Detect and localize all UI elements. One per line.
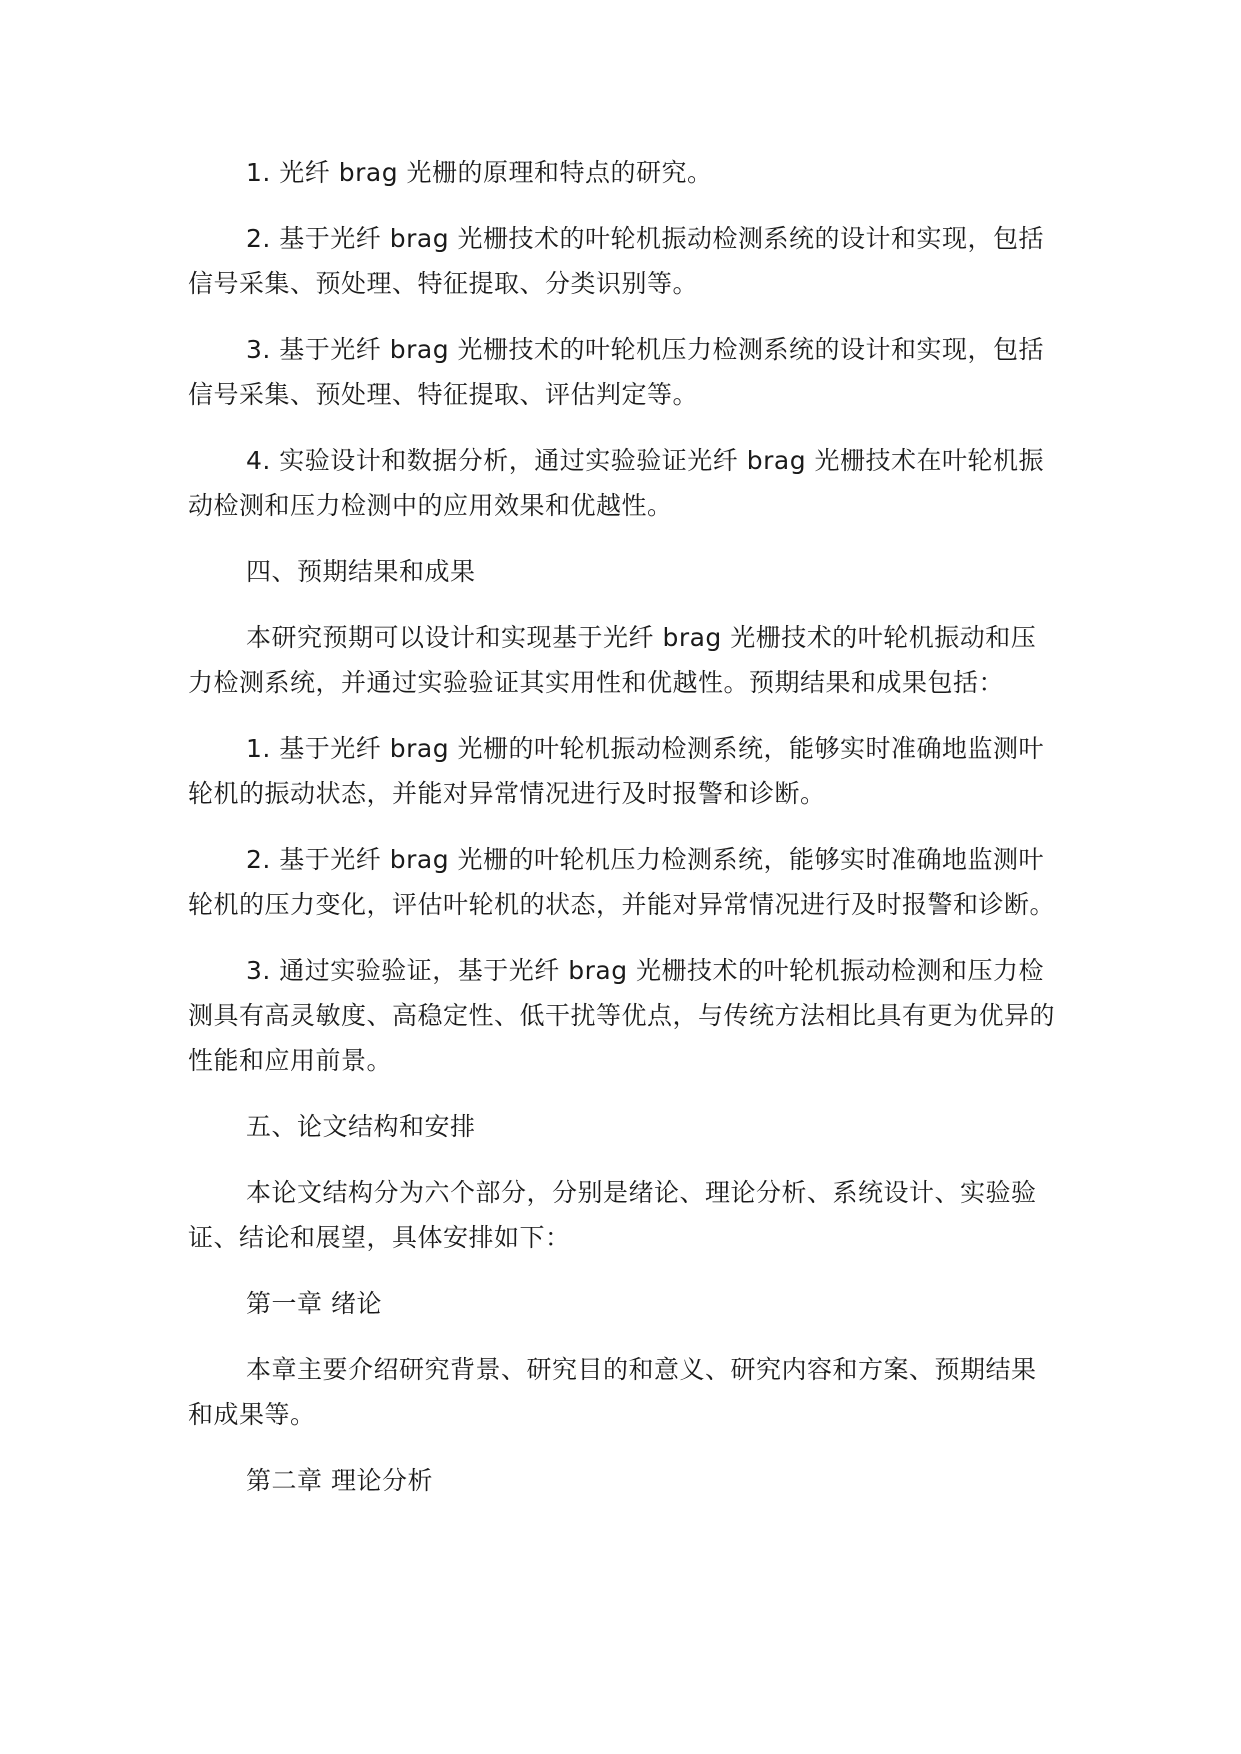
paragraph-chapter-1: 本章主要介绍研究背景、研究目的和意义、研究内容和方案、预期结果和成果等。 xyxy=(188,1355,1037,1429)
list-item-result-vibration: 1. 基于光纤 brag 光栅的叶轮机振动检测系统，能够实时准确地监测叶轮机的振动状态，并能对异常情况进行及时报警和诊断。 xyxy=(188,734,1045,808)
list-item-fbg-principle: 1. 光纤 brag 光栅的原理和特点的研究。 xyxy=(246,158,713,187)
list-item-vibration-system: 2. 基于光纤 brag 光栅技术的叶轮机振动检测系统的设计和实现，包括信号采集、预处理、特征提取、分类识别等。 xyxy=(188,224,1045,298)
paragraph-structure-intro: 本论文结构分为六个部分，分别是绪论、理论分析、系统设计、实验验证、结论和展望，具体安排如下： xyxy=(188,1178,1037,1252)
section-heading-expected-results: 四、预期结果和成果 xyxy=(246,557,476,586)
paragraph-expected-results-intro: 本研究预期可以设计和实现基于光纤 brag 光栅技术的叶轮机振动和压力检测系统，并通过实验验证其实用性和优越性。预期结果和成果包括： xyxy=(188,623,1037,697)
list-item-pressure-system: 3. 基于光纤 brag 光栅技术的叶轮机压力检测系统的设计和实现，包括信号采集、预处理、特征提取、评估判定等。 xyxy=(188,335,1045,409)
document-body xyxy=(188,150,1058,1503)
list-item-result-validation: 3. 通过实验验证，基于光纤 brag 光栅技术的叶轮机振动检测和压力检测具有高灵敏度、高稳定性、低干扰等优点，与传统方法相比具有更为优异的性能和应用前景。 xyxy=(188,956,1056,1075)
section-heading-thesis-structure: 五、论文结构和安排 xyxy=(246,1112,476,1141)
list-item-result-pressure: 2. 基于光纤 brag 光栅的叶轮机压力检测系统，能够实时准确地监测叶轮机的压力变化，评估叶轮机的状态，并能对异常情况进行及时报警和诊断。 xyxy=(188,845,1056,919)
list-item-experiment: 4. 实验设计和数据分析，通过实验验证光纤 brag 光栅技术在叶轮机振动检测和压力检测中的应用效果和优越性。 xyxy=(188,446,1045,520)
chapter-heading-2: 第二章 理论分析 xyxy=(246,1466,433,1495)
chapter-heading-1: 第一章 绪论 xyxy=(246,1289,382,1318)
